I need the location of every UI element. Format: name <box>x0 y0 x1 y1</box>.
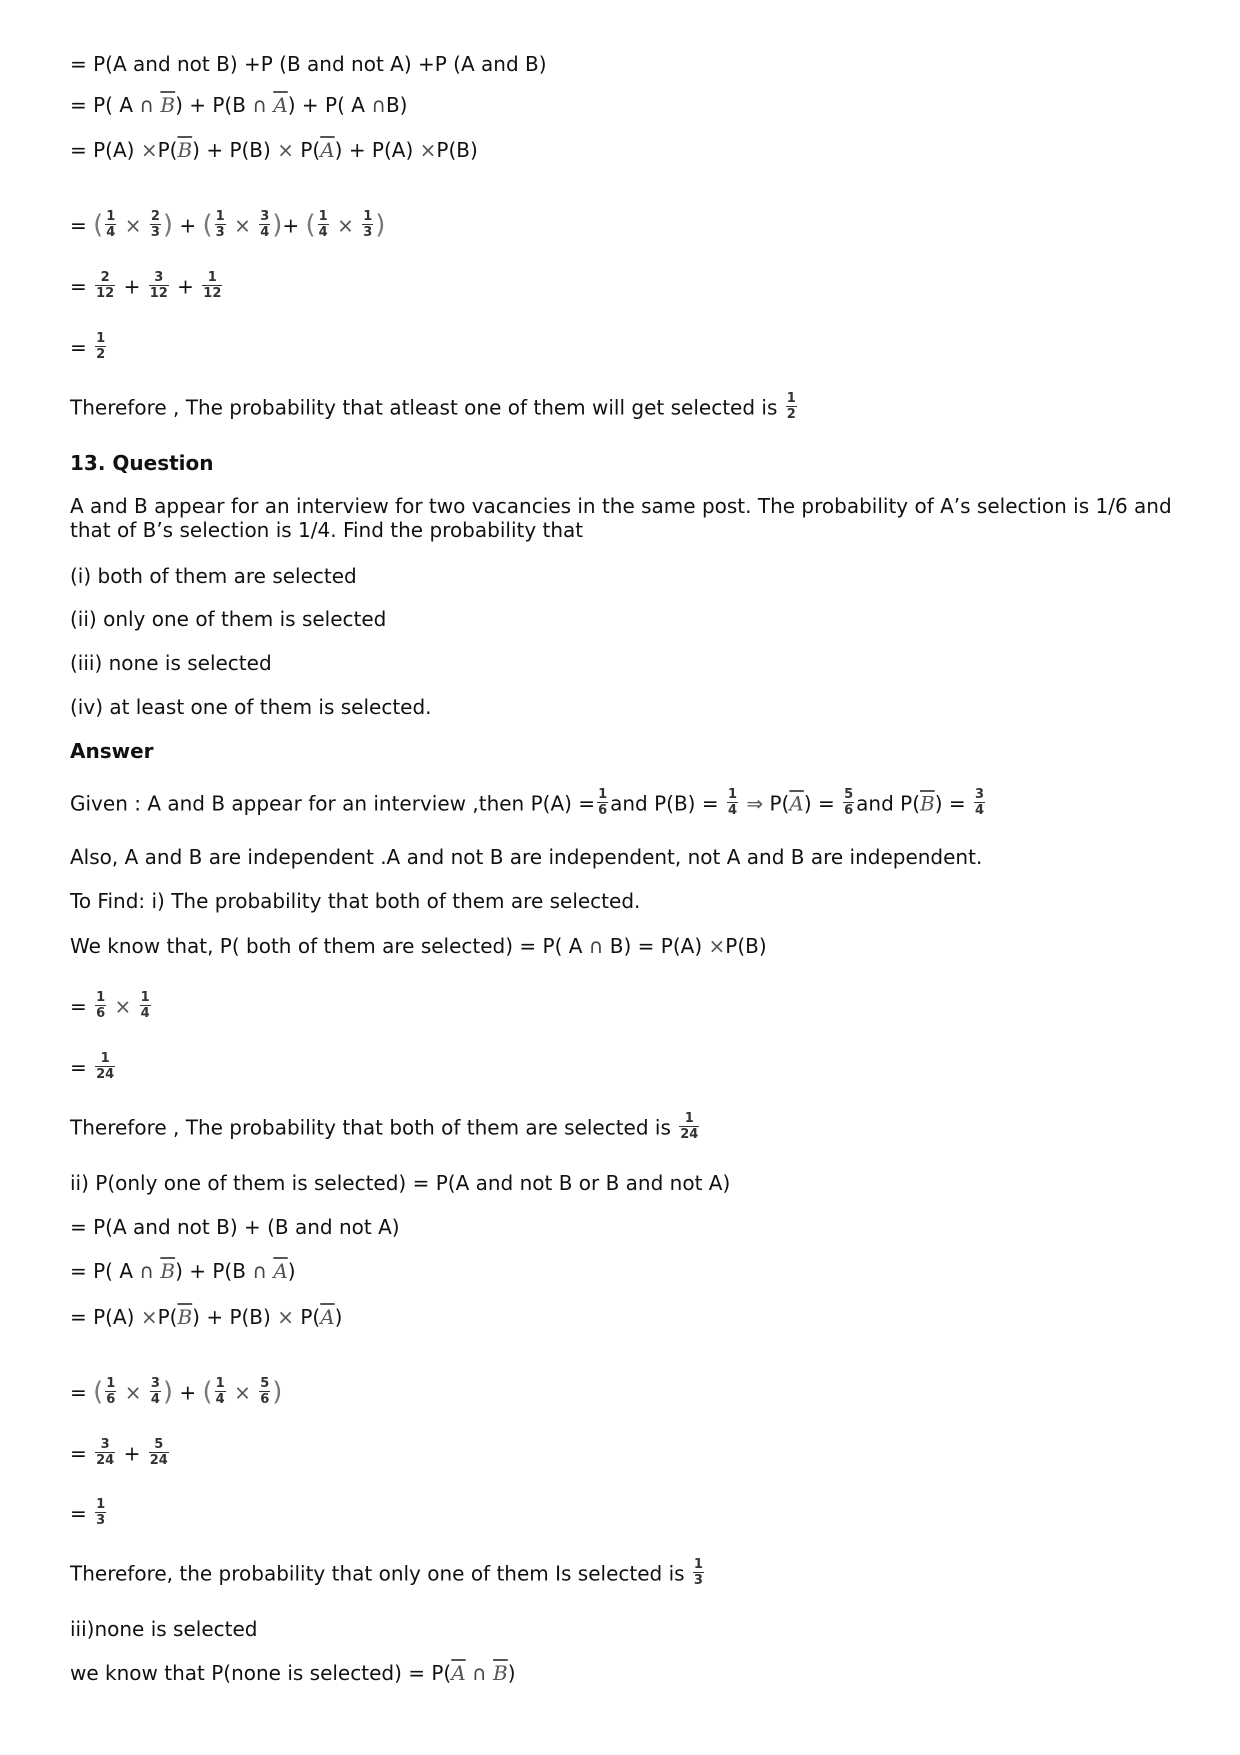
both-selected-formula: We know that, P( both of them are selected) = P( A ∩ B) = P(A) ×P(B) <box>70 934 767 958</box>
fraction: $\frac{1}{2}$ <box>96 331 106 362</box>
b-complement: $\overline{B}$ <box>920 791 935 816</box>
fraction: $\frac{5}{6}$ <box>260 1376 270 1407</box>
fraction: $\frac{1}{4}$ <box>106 209 116 240</box>
part-ii-fractions: = ( $\frac{1}{6}$ × $\frac{3}{4}$ ) + ( $\frac{1}{4}$ × $\frac{5}{6}$ ) <box>70 1376 283 1407</box>
part-ii-sum-fractions: = $\frac{3}{24}$ + $\frac{5}{24}$ <box>70 1437 168 1468</box>
fraction: $\frac{1}{12}$ <box>203 270 222 301</box>
conclusion-both: Therefore , The probability that both of them are selected is $\frac{1}{24}$ <box>70 1111 699 1142</box>
part-iii-heading: iii)none is selected <box>70 1617 258 1641</box>
part-ii-line: ii) P(only one of them is selected) = P(A and not B or B and not A) <box>70 1171 731 1195</box>
eq-line-1: = P(A and not B) +P (B and not A) +P (A and B) <box>70 52 547 76</box>
fraction: $\frac{2}{12}$ <box>96 270 115 301</box>
fraction: $\frac{3}{24}$ <box>96 1437 115 1468</box>
eq-line-6: = $\frac{1}{2}$ <box>70 331 106 362</box>
question-part-i: (i) both of them are selected <box>70 564 357 588</box>
intersection-symbol: ∩ <box>588 934 604 958</box>
a-complement: $\overline{A}$ <box>273 93 288 117</box>
given-line: Given : A and B appear for an interview ,then P(A) = $\frac{1}{6}$ and P(B) = $\frac{1}{4}$ ⇒ $P(\overline{A})$ = $\frac{5}{6}$ and $P(\overline{B})$ = $\frac{3}{4}$ <box>70 787 985 818</box>
fraction: $\frac{5}{24}$ <box>149 1437 168 1468</box>
answer-heading: Answer <box>70 739 154 763</box>
implies-symbol: ⇒ <box>746 791 764 816</box>
fraction: $\frac{1}{4}$ <box>727 787 738 818</box>
fraction: $\frac{1}{3}$ <box>215 209 225 240</box>
fraction: $\frac{3}{4}$ <box>260 209 270 240</box>
fraction: $\frac{1}{24}$ <box>96 1051 115 1082</box>
b-complement: $\overline{B}$ <box>160 1259 176 1283</box>
independence-line: Also, A and B are independent .A and not B are independent, not A and B are independent. <box>70 845 983 869</box>
part-ii-sum: = P(A and not B) + (B and not A) <box>70 1215 400 1239</box>
times-symbol: × <box>708 934 726 958</box>
times-symbol: × <box>114 994 132 1019</box>
none-selected-formula: we know that P(none is selected) = $P(\overline{A}$ ∩ $\overline{B}$) <box>70 1661 516 1685</box>
question-part-iv: (iv) at least one of them is selected. <box>70 695 432 719</box>
fraction: $\frac{5}{6}$ <box>844 787 854 818</box>
fraction: $\frac{3}{4}$ <box>975 787 985 818</box>
fraction: $\frac{1}{6}$ <box>106 1376 116 1407</box>
times-symbol: × <box>419 138 437 162</box>
b-complement: $\overline{B}$ <box>177 1305 193 1329</box>
intersection-symbol: ∩ <box>139 93 155 117</box>
fraction: $\frac{1}{4}$ <box>318 209 328 240</box>
b-complement: $\overline{B}$ <box>177 138 193 162</box>
question-text: A and B appear for an interview for two vacancies in the same post. The probability of A’s selection is 1/6 and that of B’s selection is 1/4. Find the probability that <box>70 494 1172 542</box>
fraction: $\frac{3}{4}$ <box>150 1376 160 1407</box>
b-complement: $\overline{B}$ <box>493 1661 508 1685</box>
fraction: $\frac{1}{3}$ <box>96 1497 106 1528</box>
conclusion-atleast-one: Therefore , The probability that atleast one of them will get selected is $\frac{1}{2}$ <box>70 391 796 422</box>
part-ii-intersections: = P( A ∩ $\overline{B}) + P(B$ ∩ $\overline{A}$) <box>70 1259 296 1283</box>
intersection-symbol: ∩ <box>252 1259 267 1283</box>
fraction: $\frac{1}{6}$ <box>598 787 608 818</box>
question-part-ii: (ii) only one of them is selected <box>70 607 387 631</box>
fraction: $\frac{3}{12}$ <box>149 270 168 301</box>
part-ii-result: = $\frac{1}{3}$ <box>70 1497 106 1528</box>
eq-line-both-2: = $\frac{1}{24}$ <box>70 1051 115 1082</box>
to-find-line: To Find: i) The probability that both of them are selected. <box>70 889 641 913</box>
intersection-symbol: ∩ <box>371 93 386 117</box>
part-ii-products: = $P(A) \times P(\overline{B}) + P(B) \times P(\overline{A})$ <box>70 1305 343 1329</box>
question-part-iii: (iii) none is selected <box>70 651 272 675</box>
fraction: $\frac{1}{2}$ <box>786 391 796 422</box>
eq-line-3: = $P(A) \times P(\overline{B}) + P(B) \times P(\overline{A}) + P(A) \times P(B)$ <box>70 138 478 162</box>
times-symbol: × <box>234 1380 251 1405</box>
fraction: $\frac{1}{3}$ <box>693 1557 703 1588</box>
times-symbol: × <box>277 138 294 162</box>
a-complement: $\overline{A}$ <box>789 791 804 816</box>
fraction: $\frac{1}{3}$ <box>363 209 373 240</box>
eq-line-5: = $\frac{2}{12}$ + $\frac{3}{12}$ + $\frac{1}{12}$ <box>70 270 222 301</box>
times-symbol: × <box>337 213 354 238</box>
intersection-symbol: ∩ <box>139 1259 155 1283</box>
a-complement: $\overline{A}$ <box>320 138 335 162</box>
conclusion-only-one: Therefore, the probability that only one of them Is selected is $\frac{1}{3}$ <box>70 1557 703 1588</box>
eq-line-4: = ( $\frac{1}{4}$ × $\frac{2}{3}$ ) + ( $\frac{1}{3}$ × $\frac{3}{4}$ )+ ( $\frac{1}{4}$ × $\frac{1}{3}$ ) <box>70 209 386 240</box>
times-symbol: × <box>124 1380 142 1405</box>
fraction: $\frac{2}{3}$ <box>150 209 160 240</box>
a-complement: $\overline{A}$ <box>451 1661 466 1685</box>
times-symbol: × <box>124 213 142 238</box>
question-heading: 13. Question <box>70 451 214 475</box>
a-complement: $\overline{A}$ <box>273 1259 288 1283</box>
eq-line-both-1: = $\frac{1}{6}$ × $\frac{1}{4}$ <box>70 990 150 1021</box>
fraction: $\frac{1}{6}$ <box>96 990 106 1021</box>
b-complement: $\overline{B}$ <box>160 93 176 117</box>
a-complement: $\overline{A}$ <box>320 1305 335 1329</box>
times-symbol: × <box>277 1305 294 1329</box>
times-symbol: × <box>140 138 158 162</box>
intersection-symbol: ∩ <box>252 93 267 117</box>
intersection-symbol: ∩ <box>472 1661 487 1685</box>
fraction: $\frac{1}{4}$ <box>140 990 150 1021</box>
fraction: $\frac{1}{24}$ <box>680 1111 699 1142</box>
times-symbol: × <box>234 213 251 238</box>
eq-line-2: = P( A ∩ $\overline{B}) + P(B$ ∩ $\overline{A}) + P$( A ∩B) <box>70 93 408 117</box>
times-symbol: × <box>140 1305 158 1329</box>
fraction: $\frac{1}{4}$ <box>215 1376 225 1407</box>
